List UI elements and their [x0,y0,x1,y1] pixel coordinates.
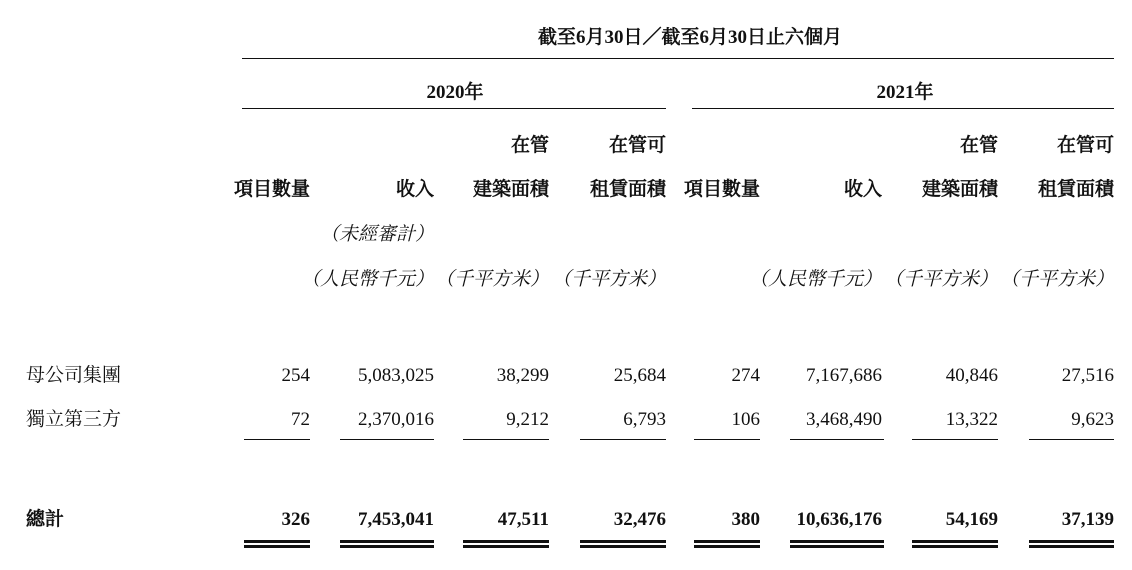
total-double-rule [340,540,434,548]
total-value: 326 [281,509,310,530]
cell-value: 9,623 [1071,409,1114,430]
year-2021: 2021年 [876,82,934,103]
cell-value: 38,299 [496,365,549,386]
total-double-rule [912,540,998,548]
cell-value: 27,516 [1061,365,1114,386]
total-double-rule [1029,540,1114,548]
col-rentable-top-2021: 在管可 [1056,135,1114,156]
year-2020-rule [242,108,666,109]
cell-value: 9,212 [506,409,549,430]
subtotal-rule [912,439,998,440]
col-item-count-2021: 項目數量 [683,179,760,200]
total-double-rule [244,540,310,548]
total-double-rule [694,540,760,548]
subtotal-rule [1029,439,1114,440]
cell-value: 40,846 [945,365,998,386]
col-gfa-bottom-2021: 建築面積 [921,179,998,200]
total-value: 7,453,041 [358,509,434,530]
unit-revenue-2020: （人民幣千元） [300,269,434,290]
subtotal-rule [340,439,434,440]
cell-value: 3,468,490 [806,409,882,430]
col-gfa-top-2020: 在管 [510,135,549,156]
cell-value: 7,167,686 [806,365,882,386]
total-value: 47,511 [497,509,549,530]
period-header: 截至6月30日／截至6月30日止六個月 [537,27,842,48]
col-rentable-bottom-2021: 租賃面積 [1037,179,1114,200]
header-rule [242,58,1114,59]
subtotal-rule [790,439,884,440]
cell-value: 72 [291,409,310,430]
unit-gfa-2020: （千平方米） [434,269,549,290]
cell-value: 6,793 [623,409,666,430]
row-label-third-party: 獨立第三方 [26,409,122,430]
total-value: 54,169 [945,509,998,530]
cell-value: 106 [731,409,760,430]
unit-rentable-2021: （千平方米） [999,269,1114,290]
year-2021-rule [692,108,1114,109]
col-rentable-top-2020: 在管可 [608,135,666,156]
total-value: 10,636,176 [796,509,882,530]
total-double-rule [580,540,666,548]
cell-value: 274 [731,365,760,386]
cell-value: 13,322 [945,409,998,430]
row-label-parent-group: 母公司集團 [26,365,122,386]
subtotal-rule [580,439,666,440]
unit-gfa-2021: （千平方米） [883,269,998,290]
cell-value: 25,684 [613,365,666,386]
col-gfa-bottom-2020: 建築面積 [472,179,549,200]
total-value: 32,476 [613,509,666,530]
col-item-count-2020: 項目數量 [233,179,310,200]
col-rentable-bottom-2020: 租賃面積 [589,179,666,200]
subtotal-rule [463,439,549,440]
year-2020: 2020年 [426,82,484,103]
subtotal-rule [694,439,760,440]
total-double-rule [790,540,884,548]
subtotal-rule [244,439,310,440]
unit-revenue-2021: （人民幣千元） [748,269,882,290]
unaudited-note: （未經審計） [319,224,434,245]
cell-value: 2,370,016 [358,409,434,430]
unit-rentable-2020: （千平方米） [551,269,666,290]
col-gfa-top-2021: 在管 [959,135,998,156]
total-value: 380 [731,509,760,530]
row-label-total: 總計 [26,509,65,530]
col-revenue-2021: 收入 [843,179,882,200]
col-revenue-2020: 收入 [395,179,434,200]
cell-value: 5,083,025 [358,365,434,386]
total-value: 37,139 [1061,509,1114,530]
total-double-rule [463,540,549,548]
cell-value: 254 [281,365,310,386]
